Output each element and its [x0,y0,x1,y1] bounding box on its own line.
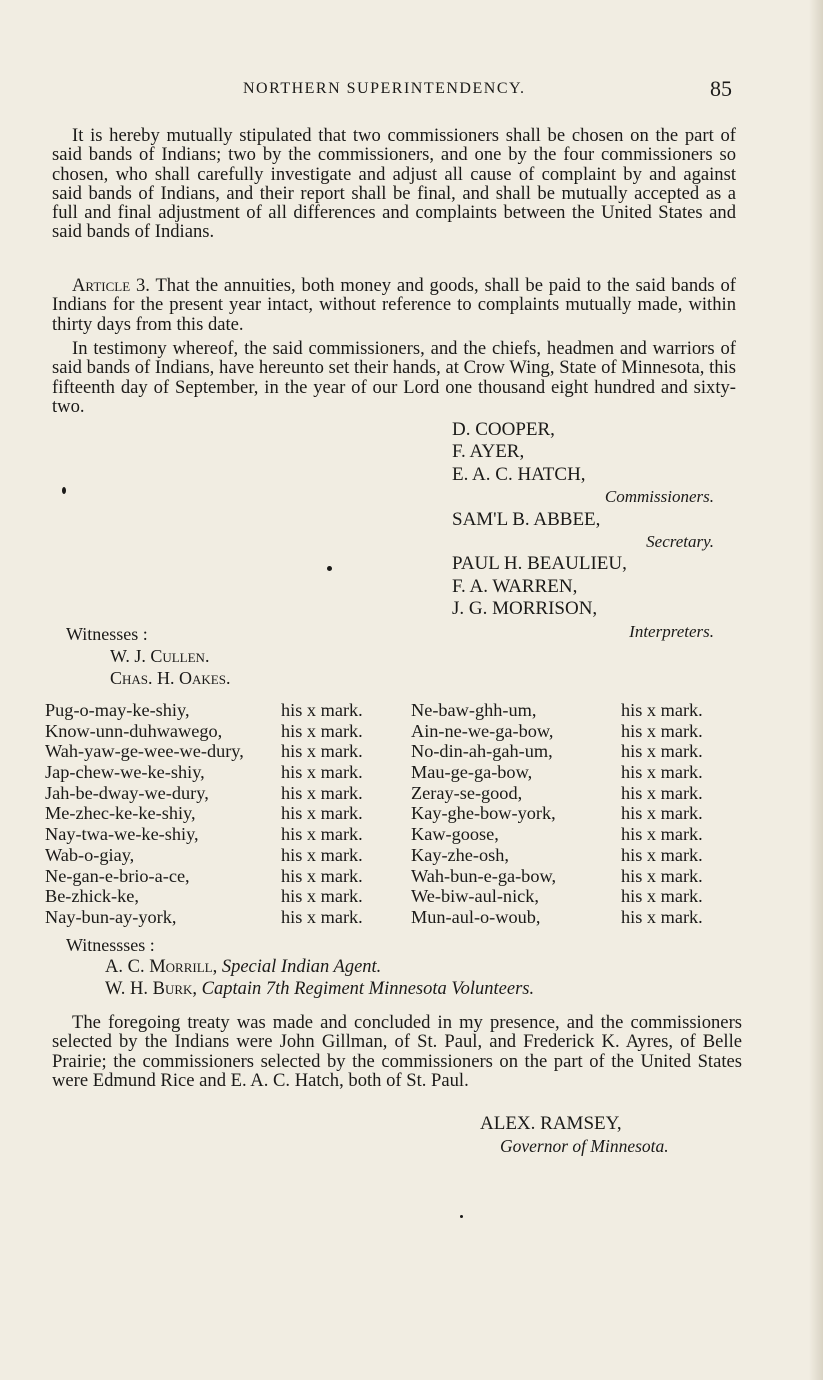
signatory-name: J. G. MORRISON, [452,598,598,620]
article-label: Article 3. [72,275,150,296]
witness-name: W. H. Burk, [105,978,198,999]
mark-row [45,783,745,804]
signatory-name: D. COOPER, [452,419,555,440]
signer-name: Jah-be-dway-we-dury, [45,782,209,803]
mark-text: his x mark. [621,741,703,762]
mark-row [45,907,745,928]
mark-text: his x mark. [281,762,363,783]
mark-text: his x mark. [281,782,363,803]
mark-text: his x mark. [281,886,363,907]
signer-name: Be-zhick-ke, [45,886,139,907]
signer-name: Wab-o-giay, [45,844,135,865]
paragraph-article-3 [52,276,736,334]
signer-name: Ain-ne-we-ga-bow, [411,720,554,741]
print-speck [460,1215,463,1218]
signatory-role: Commissioners. [604,487,714,507]
mark-row [45,721,745,742]
witness-name: Chas. H. Oakes. [110,668,231,688]
signer-name: Me-zhec-ke-ke-shiy, [45,803,196,824]
paragraph-testimony [52,339,736,416]
witness-name: W. J. Cullen. [110,646,210,666]
signatory-name: F. AYER, [452,441,525,463]
signer-name: We-biw-aul-nick, [411,886,539,907]
witness-name: A. C. Morrill, [105,957,218,977]
mark-row [45,762,745,783]
witness-entry [105,979,534,1001]
mark-text: his x mark. [621,844,703,865]
signatory-name: E. A. C. HATCH, [452,463,586,485]
mark-row [45,824,745,845]
signer-name: Kay-zhe-osh, [411,844,509,865]
witnesses-label: Witnesses : [66,624,148,644]
signature-block [452,419,722,643]
mark-row [45,886,745,907]
mark-text: his x mark. [621,865,703,886]
signer-name: Kaw-goose, [411,824,499,845]
mark-text: his x mark. [281,906,363,927]
mark-row [45,866,745,887]
mark-text: his x mark. [621,824,703,845]
mark-text: his x mark. [621,762,703,783]
witnesses-label: Witnessses : [66,935,155,955]
signer-name: Pug-o-may-ke-shiy, [45,700,190,720]
page-header [0,76,823,106]
signatory-name: SAM'L B. ABBEE, [452,508,601,530]
governor-signature [480,1113,669,1157]
witness-list [110,645,230,689]
governor-title: Governor of Minnesota. [500,1136,669,1156]
signer-name: Ne-baw-ghh-um, [411,700,537,720]
mark-text: his x mark. [621,700,703,720]
page-edge-shadow [809,0,823,1380]
signer-name: Wah-bun-e-ga-bow, [411,865,557,886]
signer-name: Mau-ge-ga-bow, [411,762,533,783]
signer-name: Kay-ghe-bow-york, [411,803,556,824]
paragraph-text: In testimony whereof, the said commissioners, and the chiefs, headmen and warriors of said bands of Indians, have hereunto set their hands, at Crow Wing, State of Minnesota, this fifteenth day of September, in the year of our Lord one thousand eight hundred and sixty-two. [52,338,736,417]
signer-name: Mun-aul-o-woub, [411,906,541,927]
signer-name: Know-unn-duhwawego, [45,720,223,741]
mark-text: his x mark. [281,824,363,845]
paragraph-text: The foregoing treaty was made and concluded in my presence, and the commissioners selected by the Indians were John Gillman, of St. Paul, and Frederick K. Ayres, of Belle Prairie; the commissioners selected by the commissioners on the part of the United States were Edmund Rice and E. A. C. Hatch, both of St. Paul. [52,1012,742,1091]
mark-text: his x mark. [621,803,703,824]
mark-text: his x mark. [621,886,703,907]
signatory-role: Interpreters. [629,621,714,641]
print-speck [327,566,332,571]
mark-text: his x mark. [281,803,363,824]
paragraph-closing [52,1013,742,1090]
witness-title: Captain 7th Regiment Minnesota Volunteers. [201,978,535,999]
mark-text: his x mark. [281,700,363,720]
mark-text: his x mark. [621,720,703,741]
mark-row [45,741,745,762]
mark-text: his x mark. [621,906,703,927]
mark-text: his x mark. [281,741,363,762]
signer-name: Nay-bun-ay-york, [45,906,177,927]
signer-name: Wah-yaw-ge-wee-we-dury, [45,741,244,762]
paragraph-text: That the annuities, both money and goods, shall be paid to the said bands of Indians for the present year intact, without reference to complaints mutually made, within thirty days from this date. [52,275,736,335]
signer-name: Jap-chew-we-ke-shiy, [45,762,205,783]
marks-table [45,700,745,928]
page-number: 85 [710,76,732,101]
paragraph-stipulation [52,126,736,242]
witness-entry [105,957,534,979]
paragraph-text: It is hereby mutually stipulated that two commissioners shall be chosen on the part of said bands of Indians; two by the commissioners, and one by the four commissioners so chosen, who shall carefully investigate and adjust all cause of complaint by and against said bands of Indians, and their report shall be final, and shall be mutually accepted as a full and final adjustment of all differences and complaints between the United States and said bands of Indians. [52,125,736,243]
mark-row [45,845,745,866]
signer-name: Ne-gan-e-brio-a-ce, [45,865,190,886]
signer-name: Nay-twa-we-ke-shiy, [45,824,199,845]
witness-title: Special Indian Agent. [221,957,382,977]
mark-text: his x mark. [281,844,363,865]
mark-row [45,803,745,824]
print-speck [62,487,66,494]
mark-text: his x mark. [281,720,363,741]
signer-name: No-din-ah-gah-um, [411,741,553,762]
signatory-name: PAUL H. BEAULIEU, [452,553,627,575]
signer-name: Zeray-se-good, [411,782,523,803]
signatory-role: Secretary. [646,532,714,552]
mark-text: his x mark. [621,782,703,803]
running-head: NORTHERN SUPERINTENDENCY. [243,80,526,97]
mark-text: his x mark. [281,865,363,886]
governor-name: ALEX. RAMSEY, [480,1113,622,1134]
witness-list [105,957,534,1000]
signatory-name: F. A. WARREN, [452,575,578,597]
mark-row [45,700,745,721]
